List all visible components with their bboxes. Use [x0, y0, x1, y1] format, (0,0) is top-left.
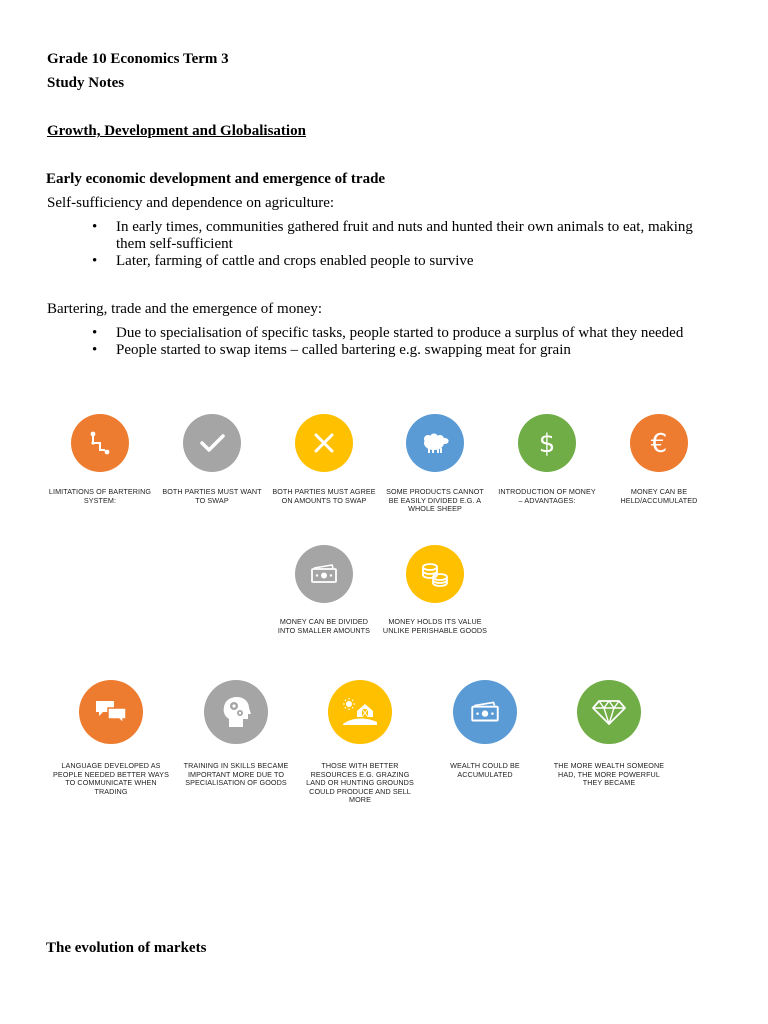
circle-badge: [328, 680, 392, 744]
diamond-icon: [591, 698, 627, 726]
caption: [487, 488, 607, 505]
caption: [46, 762, 176, 796]
circle-badge: [406, 414, 464, 472]
caption: [375, 618, 495, 635]
caption: [152, 488, 272, 505]
caption-line: ON AMOUNTS TO SWAP: [281, 495, 367, 505]
caption-line: INTO SMALLER AMOUNTS: [277, 625, 371, 635]
document-title: Grade 10 Economics Term 3: [47, 51, 229, 67]
caption-line: INTRODUCTION OF MONEY: [498, 487, 596, 496]
caption-line: IMPORTANT MORE DUE TO: [187, 769, 285, 779]
bullet-marker: •: [92, 325, 98, 341]
bullet-marker: •: [92, 342, 98, 358]
circle-badge: [295, 545, 353, 603]
caption: [375, 488, 495, 514]
speech-bubbles-icon: [94, 698, 128, 726]
caption-line: SYSTEM:: [83, 495, 117, 505]
caption: [295, 762, 425, 805]
caption-line: HELD/ACCUMULATED: [620, 495, 698, 505]
sheep-icon: [419, 431, 451, 455]
caption-line: PEOPLE NEEDED BETTER WAYS: [53, 769, 169, 779]
bullet-text: Due to specialisation of specific tasks, people started to produce a surplus of what they needed: [116, 325, 684, 341]
section-title: Growth, Development and Globalisation: [47, 123, 306, 139]
caption-line: WHOLE SHEEP: [408, 504, 462, 514]
subheading: Early economic development and emergence of trade: [46, 171, 386, 187]
circle-badge: [518, 414, 576, 472]
caption-line: THOSE WITH BETTER: [321, 761, 399, 770]
circle-badge: [630, 414, 688, 472]
caption-line: – ADVANTAGES:: [518, 495, 576, 505]
caption-line: TO SWAP: [195, 495, 229, 505]
document-subtitle: Study Notes: [47, 75, 125, 91]
caption-line: LANGUAGE DEVELOPED AS: [61, 761, 161, 770]
circle-badge: [577, 680, 641, 744]
caption-line: TRAINING IN SKILLS BECAME: [183, 761, 289, 770]
caption: [599, 488, 719, 505]
caption-line: LAND OR HUNTING GROUNDS: [306, 778, 414, 788]
caption-line: MONEY CAN BE: [630, 487, 688, 496]
caption-line: SOME PRODUCTS CANNOT: [386, 487, 484, 496]
svg-text:€: €: [650, 429, 668, 459]
circle-badge: [71, 414, 129, 472]
caption-line: BOTH PARTIES MUST AGREE: [272, 487, 376, 496]
caption-line: BE EASILY DIVIDED E.G. A: [388, 495, 482, 505]
bullet-text: In early times, communities gathered fruit and nuts and hunted their own animals to eat, making: [116, 219, 693, 235]
circle-badge: [406, 545, 464, 603]
coins-icon: [419, 560, 451, 588]
caption: [544, 762, 674, 788]
dollar-icon: [533, 427, 561, 459]
euro-icon: [645, 427, 673, 459]
banknotes-icon: [308, 562, 340, 586]
cross-icon: [310, 429, 338, 457]
circle-badge: [183, 414, 241, 472]
caption-line: MONEY HOLDS ITS VALUE: [388, 617, 482, 626]
bartering-intro: Bartering, trade and the emergence of money:: [47, 301, 323, 317]
caption-line: MORE: [349, 795, 371, 805]
bullet-text: People started to swap items – called bartering e.g. swapping meat for grain: [116, 342, 571, 358]
caption-line: RESOURCES E.G. GRAZING: [310, 769, 410, 779]
flow-steps-icon: [86, 429, 114, 457]
caption-line: THE MORE WEALTH SOMEONE: [553, 761, 665, 770]
head-gears-icon: [221, 695, 251, 729]
circle-badge: [453, 680, 517, 744]
caption-line: TRADING: [94, 786, 128, 796]
caption: [171, 762, 301, 788]
caption: [264, 618, 384, 635]
banknotes-icon: [468, 699, 502, 725]
caption: [420, 762, 550, 779]
caption-line: WEALTH COULD BE: [450, 761, 520, 770]
caption: [264, 488, 384, 505]
bullet-text-continuation: them self-sufficient: [116, 236, 233, 252]
circle-badge: [204, 680, 268, 744]
bullet-text: Later, farming of cattle and crops enabled people to survive: [116, 253, 474, 269]
checkmark-icon: [196, 427, 228, 459]
svg-text:$: $: [538, 429, 556, 459]
bullet-marker: •: [92, 253, 98, 269]
caption-line: BOTH PARTIES MUST WANT: [162, 487, 262, 496]
caption-line: ACCUMULATED: [457, 769, 513, 779]
farmland-icon: [342, 697, 378, 727]
caption-line: COULD PRODUCE AND SELL: [309, 786, 411, 796]
circle-badge: [295, 414, 353, 472]
caption-line: LIMITATIONS OF BARTERING: [48, 487, 152, 496]
caption-line: THEY BECAME: [582, 778, 636, 788]
caption-line: MONEY CAN BE DIVIDED: [279, 617, 369, 626]
circle-badge: [79, 680, 143, 744]
caption-line: TO COMMUNICATE WHEN: [65, 778, 157, 788]
bullet-marker: •: [92, 219, 98, 235]
self-sufficiency-intro: Self-sufficiency and dependence on agriculture:: [47, 195, 335, 211]
next-section-heading: The evolution of markets: [46, 940, 207, 956]
caption-line: UNLIKE PERISHABLE GOODS: [382, 625, 488, 635]
caption-line: HAD, THE MORE POWERFUL: [558, 769, 660, 779]
caption: [40, 488, 160, 505]
caption-line: SPECIALISATION OF GOODS: [185, 778, 287, 788]
